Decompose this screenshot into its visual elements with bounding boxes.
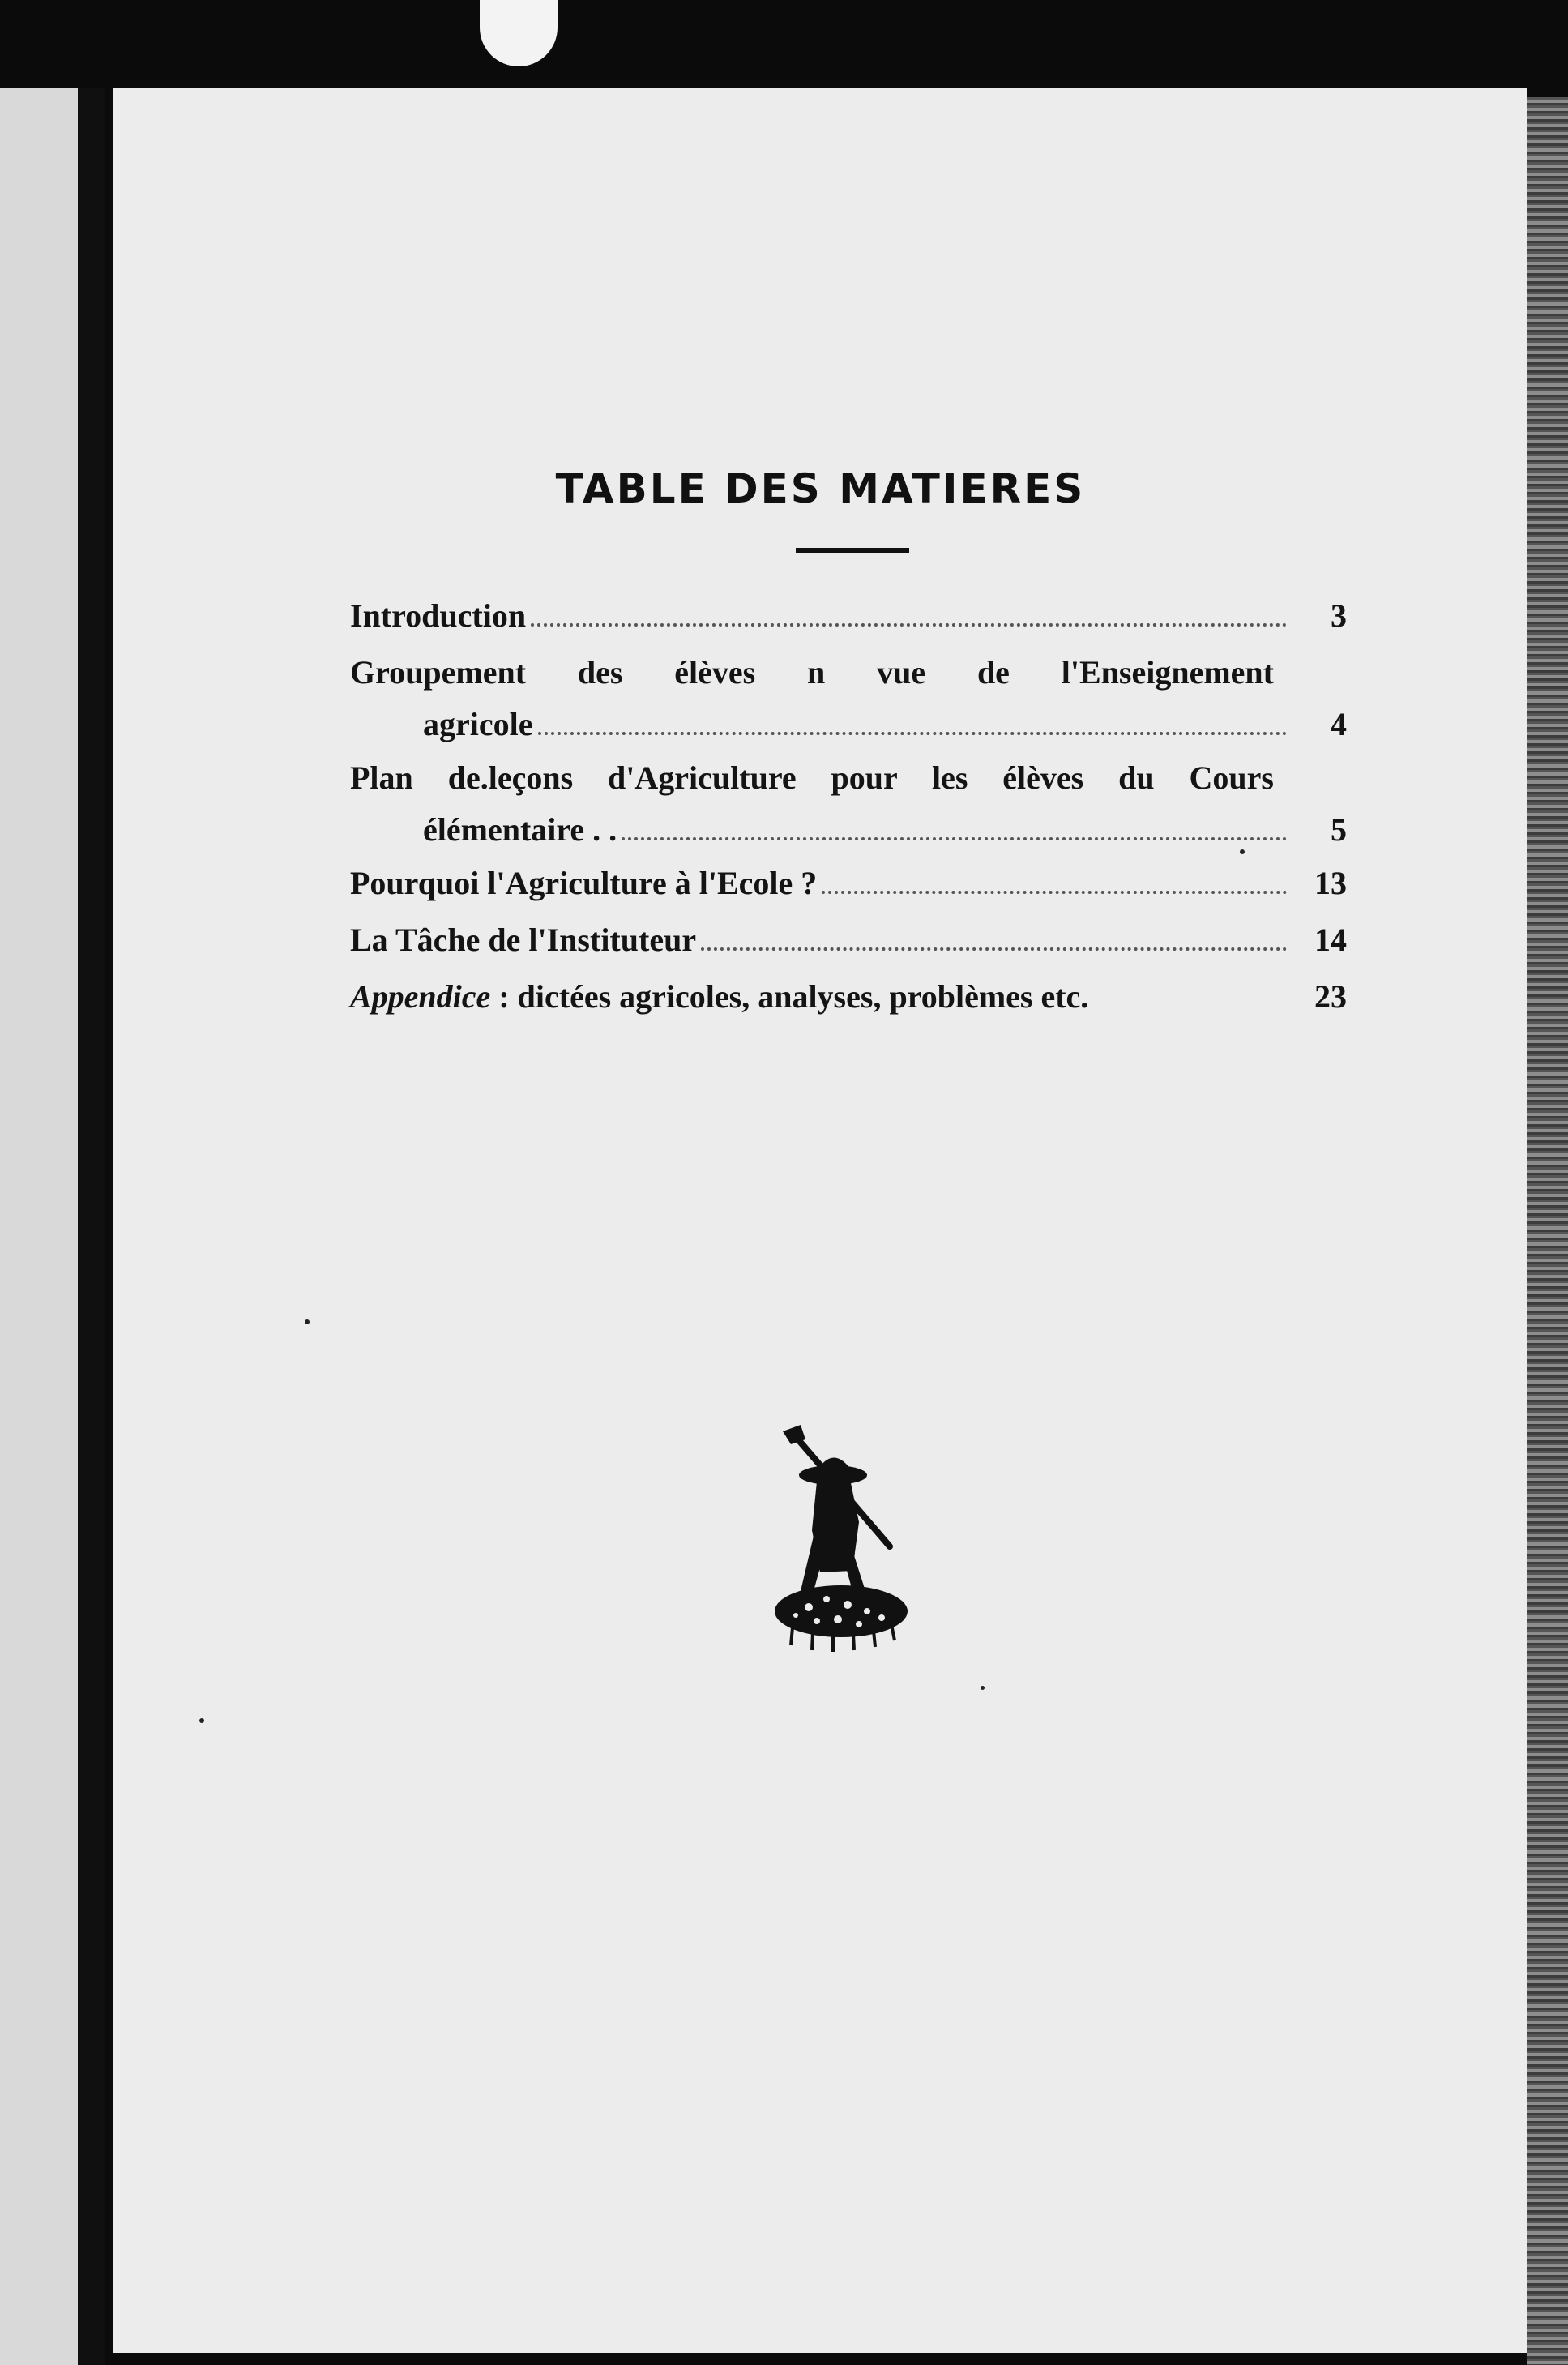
toc-entry-title: Groupement des élèves n vue de l'Enseignement [350,654,1274,691]
toc-page-number: 14 [1314,922,1347,958]
toc-entry-title: Plan de.leçons d'Agriculture pour les élèves du Cours [350,759,1274,796]
scan-speck [305,1319,310,1324]
toc-entry[interactable] [350,752,1347,857]
toc-entry-title: Introduction [350,597,527,634]
page-edge [1527,97,1568,2365]
toc-page-number: 5 [1331,811,1347,848]
toc-entry[interactable] [350,914,1347,971]
appendice-label: Appendice [350,978,491,1015]
scan-hole [480,0,558,66]
toc-page-number: 13 [1314,865,1347,901]
dot-leader [701,947,1287,951]
toc-entry-title: La Tâche de l'Instituteur [350,922,697,958]
appendice-description: : dictées agricoles, analyses, problèmes etc. [490,978,1089,1015]
page [113,88,1527,2353]
toc-entry[interactable] [350,857,1347,914]
toc-entry[interactable] [350,590,1347,647]
toc-entry[interactable] [350,647,1347,752]
dot-leader [538,732,1288,735]
toc-entry-title: Pourquoi l'Agriculture à l'Ecole ? [350,865,818,901]
toc-entry-title-continued: élémentaire . . [423,811,617,848]
dot-leader [622,837,1287,840]
farmer-with-hoe-icon [768,1425,910,1652]
toc-page-number: 3 [1331,597,1347,634]
dot-leader [822,891,1287,894]
toc-entry-title [350,971,1088,1023]
book-gutter [78,88,105,2365]
dot-leader [531,623,1287,627]
toc-page-number: 4 [1331,706,1347,742]
adjacent-page-edge [0,88,78,2365]
toc-page-number: 23 [1314,978,1347,1015]
title-rule [796,548,909,553]
scan-speck [199,1718,204,1723]
toc-entry-title-continued: agricole [423,706,533,742]
scan-speck [1240,849,1245,854]
page-title: TABLE DES MATIERES [555,465,1086,512]
scan-speck [981,1686,985,1690]
toc-entry[interactable] [350,971,1347,1028]
table-of-contents [350,590,1347,1028]
